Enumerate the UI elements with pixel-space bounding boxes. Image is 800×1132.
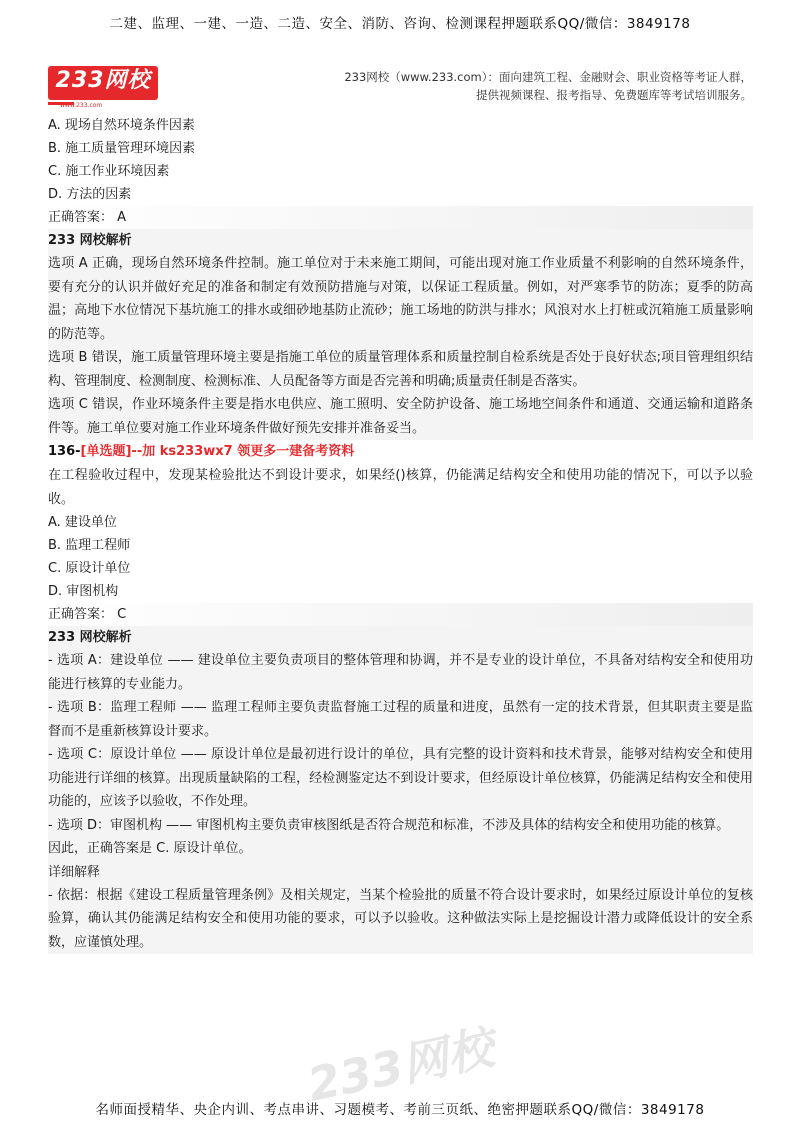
- analysis-paragraph: - 选项 D：审图机构 —— 审图机构主要负责审核图纸是否符合规范和标准，不涉及具体的结构安全和使用功能的核算。: [48, 817, 730, 833]
- option-d: D. 审图机构: [48, 584, 119, 599]
- analysis-paragraph: 选项 B 错误，施工质量管理环境主要是指施工单位的质量管理体系和质量控制自检系统是否处于良好状态;项目管理组织结构、管理制度、检测制度、检测标准、人员配备等方面是否完善和明确;质量责任制是否落实。: [48, 350, 753, 389]
- option-c: C. 施工作业环境因素: [48, 164, 170, 179]
- page-header: [0, 62, 800, 110]
- question-tag: [单选题]--加 ks233wx7 领更多一建备考资料: [80, 444, 355, 459]
- analysis-paragraph: - 选项 A：建设单位 —— 建设单位主要负责项目的整体管理和协调，并不是专业的设计单位，不具备对结构安全和使用功能进行核算的专业能力。: [48, 653, 753, 692]
- option-d: D. 方法的因素: [48, 187, 132, 202]
- analysis-conclusion: 因此，正确答案是 C. 原设计单位。: [48, 841, 252, 856]
- question-title: [48, 440, 753, 464]
- detail-title: 详细解释: [48, 864, 101, 880]
- logo-url: www.233.com: [60, 102, 103, 109]
- header-description: [312, 68, 752, 104]
- correct-answer: 正确答案： C: [48, 603, 753, 626]
- top-banner: 二建、监理、一建、一造、二造、安全、消防、咨询、检测课程押题联系QQ/微信：3849178: [109, 16, 691, 32]
- option-b: B. 监理工程师: [48, 538, 131, 553]
- question-number: 136-: [48, 444, 81, 459]
- option-c: C. 原设计单位: [48, 561, 131, 576]
- footer-banner: 名师面授精华、央企内训、考点串讲、习题模考、考前三页纸、绝密押题联系QQ/微信：3849178: [95, 1102, 705, 1118]
- analysis-title: 233 网校解析: [48, 630, 132, 645]
- analysis-paragraph: 选项 A 正确，现场自然环境条件控制。施工单位对于未来施工期间，可能出现对施工作业质量不利影响的自然环境条件，要有充分的认识并做好充足的准备和制定有效预防措施与对策，以保证工程质量。例如，对严寒季节的防冻；夏季的防高温；高地下水位情况下基坑施工的排水或细砂地基防止流砂；施工场地的防洪与排水；风浪对水上打桩或沉箱施工质量影响的防范等。: [48, 256, 753, 342]
- header-desc-line-1: 233网校（www.233.com）：面向建筑工程、金融财会、职业资格等考证人群，: [344, 70, 752, 84]
- analysis-paragraph: 选项 C 错误，作业环境条件主要是指水电供应、施工照明、安全防护设备、施工场地空间条件和通道、交通运输和道路条件等。施工单位要对施工作业环境条件做好预先安排并准备妥当。: [48, 397, 753, 436]
- question-stem: 在工程验收过程中，发现某检验批达不到设计要求，如果经()核算，仍能满足结构安全和使用功能的情况下，可以予以验收。: [48, 468, 753, 507]
- option-b: B. 施工质量管理环境因素: [48, 141, 196, 156]
- analysis-block: [48, 229, 753, 440]
- detail-paragraph: - 依据：根据《建设工程质量管理条例》及相关规定，当某个检验批的质量不符合设计要求时，如果经过原设计单位的复核验算，确认其仍能满足结构安全和使用功能的要求，可以予以验收。这种做法实际上是挖掘设计潜力或降低设计的安全系数，应谨慎处理。: [48, 887, 753, 950]
- document-body: [48, 114, 753, 954]
- option-a: A. 现场自然环境条件因素: [48, 118, 195, 133]
- analysis-block: [48, 626, 753, 954]
- analysis-paragraph: - 选项 C：原设计单位 —— 原设计单位是最初进行设计的单位，具有完整的设计资料和技术背景，能够对结构安全和使用功能进行详细的核算。出现质量缺陷的工程，经检测鉴定达不到设计要求，但经原设计单位核算，仍能满足结构安全和使用功能的，应该予以验收，不作处理。: [48, 747, 753, 809]
- header-desc-line-2: 提供视频课程、报考指导、免费题库等考试培训服务。: [476, 88, 752, 102]
- correct-answer: 正确答案： A: [48, 206, 753, 229]
- brand-logo: 233网校: [48, 66, 158, 100]
- watermark-logo: 233网校: [303, 1019, 499, 1112]
- analysis-title: 233 网校解析: [48, 233, 132, 248]
- option-a: A. 建设单位: [48, 515, 117, 530]
- analysis-paragraph: - 选项 B：监理工程师 —— 监理工程师主要负责监督施工过程的质量和进度，虽然有一定的技术背景，但其职责主要是监督而不是重新核算设计要求。: [48, 700, 753, 739]
